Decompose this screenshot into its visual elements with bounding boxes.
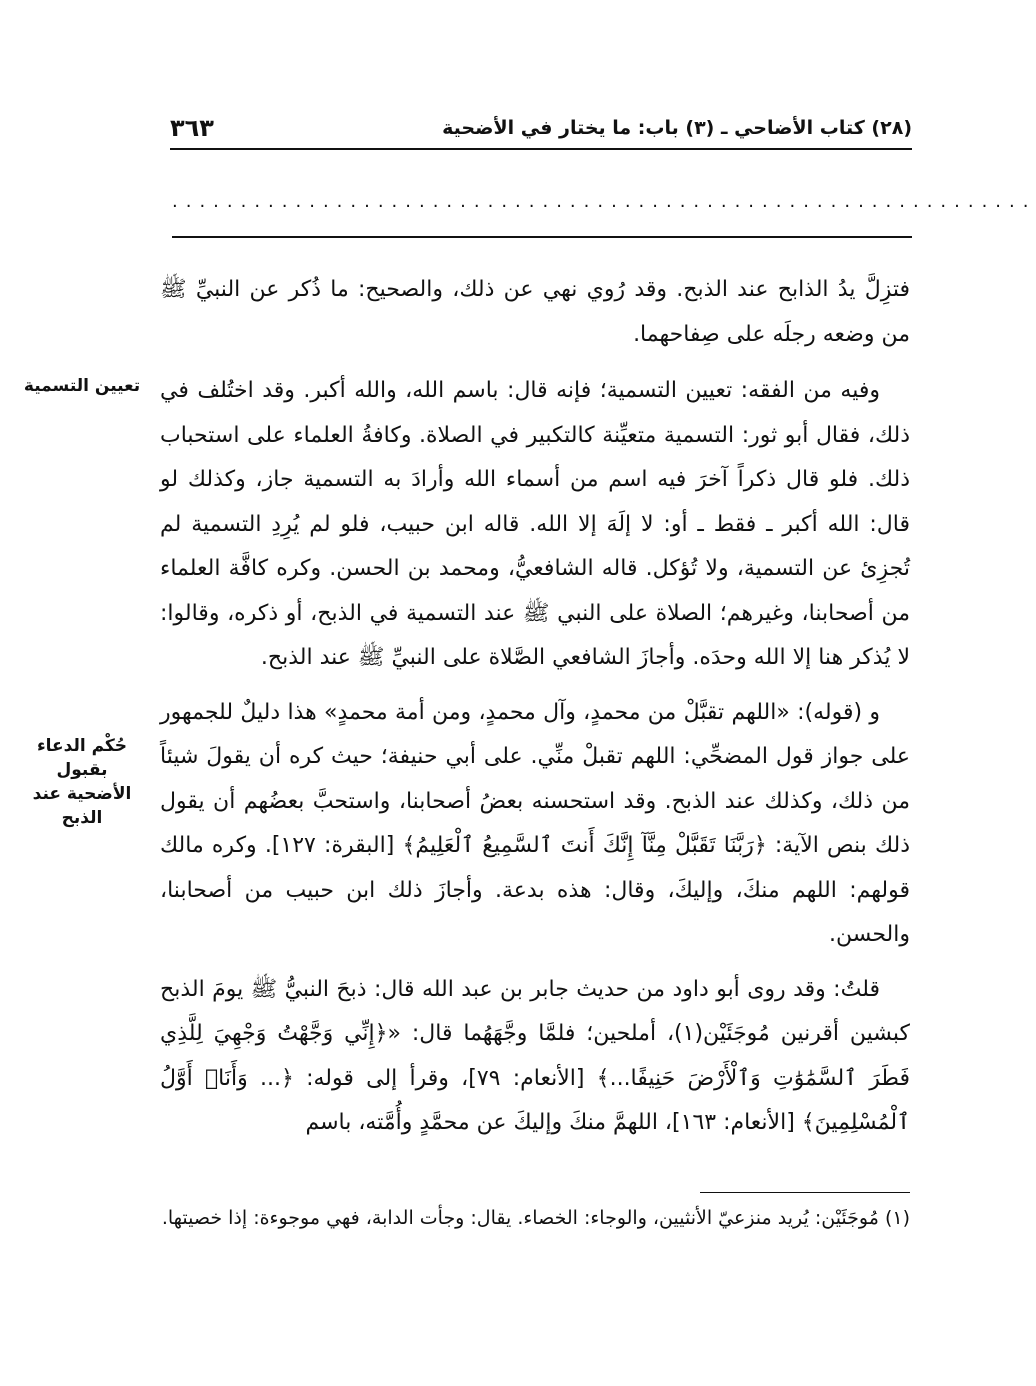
- paragraph: و (قوله): «اللهم تقبَّلْ من محمدٍ، وآل محمدٍ، ومن أمة محمدٍ» هذا دليلٌ للجمهور على جواز قول المضحِّي: اللهم تقبلْ منِّي. على أبي حنيفة؛ حيث كره أن يقولَ شيئاً من ذلك، وكذلك عند الذبح. وقد استحسنه بعضُ أصحابنا، واستحبَّ بعضُهم أن يقول ذلك بنص الآية: ﴿رَبَّنَا تَقَبَّلْ مِنَّآ إِنَّكَ أَنتَ ٱلسَّمِيعُ ٱلْعَلِيمُ﴾ [البقرة: ١٢٧]. وكره مالك قولهم: اللهم منكَ، وإليكَ، وقال: هذه بدعة. وأجازَ ذلك ابن حبيب من أصحابنا، والحسن.: [160, 699, 910, 947]
- page-number: ٣٦٣: [170, 114, 214, 142]
- divider: [172, 236, 912, 238]
- paragraph: وفيه من الفقه: تعيين التسمية؛ فإنه قال: باسم الله، والله أكبر. وقد اختُلف في ذلك، فقال أبو ثور: التسمية متعيِّنة كالتكبير في الصلاة. وكافةُ العلماء على استحباب ذلك. فلو قال ذكراً آخرَ فيه اسم من أسماء الله وأرادَ به التسمية جاز، وكذلك لو قال: الله أكبر ـ فقط ـ أو: لا إلَهَ إلا الله. قاله ابن حبيب، فلو لم يُرِدِ التسمية لم تُجزِئ عن التسمية، ولا تُؤكل. قاله الشافعيُّ، ومحمد بن الحسن. وكره كافَّة العلماء من أصحابنا، وغيرهم؛ الصلاة على النبي ﷺ عند التسمية في الذبح، أو ذكره، وقالوا: لا يُذكر هنا إلا الله وحدَه. وأجازَ الشافعي الصَّلاة على النبيِّ ﷺ عند الذبح.: [160, 378, 910, 670]
- running-header: [170, 108, 912, 150]
- footnote: (١) مُوجَئَيْن: يُريد منزعيّ الأنثيين، والوجاء: الخصاء. يقال: وجأت الدابة، فهي موجوءة: إذا خصيتها.: [161, 1207, 910, 1229]
- paragraph: قلتُ: وقد روى أبو داود من حديث جابر بن عبد الله قال: ذبحَ النبيُّ ﷺ يومَ الذبح كبشين أقرنين مُوجَئَيْن(١)، أملحين؛ فلمَّا وجَّهَهُما قال: «﴿إِنِّي وَجَّهْتُ وَجْهِيَ لِلَّذِي فَطَرَ ٱلسَّمَٰوَٰتِ وَٱلْأَرْضَ حَنِيفًا...﴾ [الأنعام: ٧٩]، وقرأ إلى قوله: ﴿... وَأَنَا۠ أَوَّلُ ٱلْمُسْلِمِينَ﴾ [الأنعام: ١٦٣]، اللهمَّ منكَ وإليكَ عن محمَّدٍ وأُمَّته، باسم: [160, 976, 910, 1135]
- omission-dots: ...............................................................: [172, 191, 1036, 212]
- footnote-divider: [700, 1192, 910, 1193]
- paragraph: فتزِلَّ يدُ الذابح عند الذبح. وقد رُوي نهي عن ذلك، والصحيح: ما ذُكر عن النبيِّ ﷺ من وضعه رجلَه على صِفاحهما.: [160, 277, 910, 347]
- body-text: [160, 268, 910, 1146]
- margin-note: تعيين التسمية: [23, 376, 141, 396]
- header-title: (٢٨) كتاب الأضاحي ـ (٣) باب: ما يختار في الأضحية: [442, 117, 912, 139]
- margin-note: حُكْم الدعاء بقبول الأضحية عند الذبح: [32, 736, 132, 828]
